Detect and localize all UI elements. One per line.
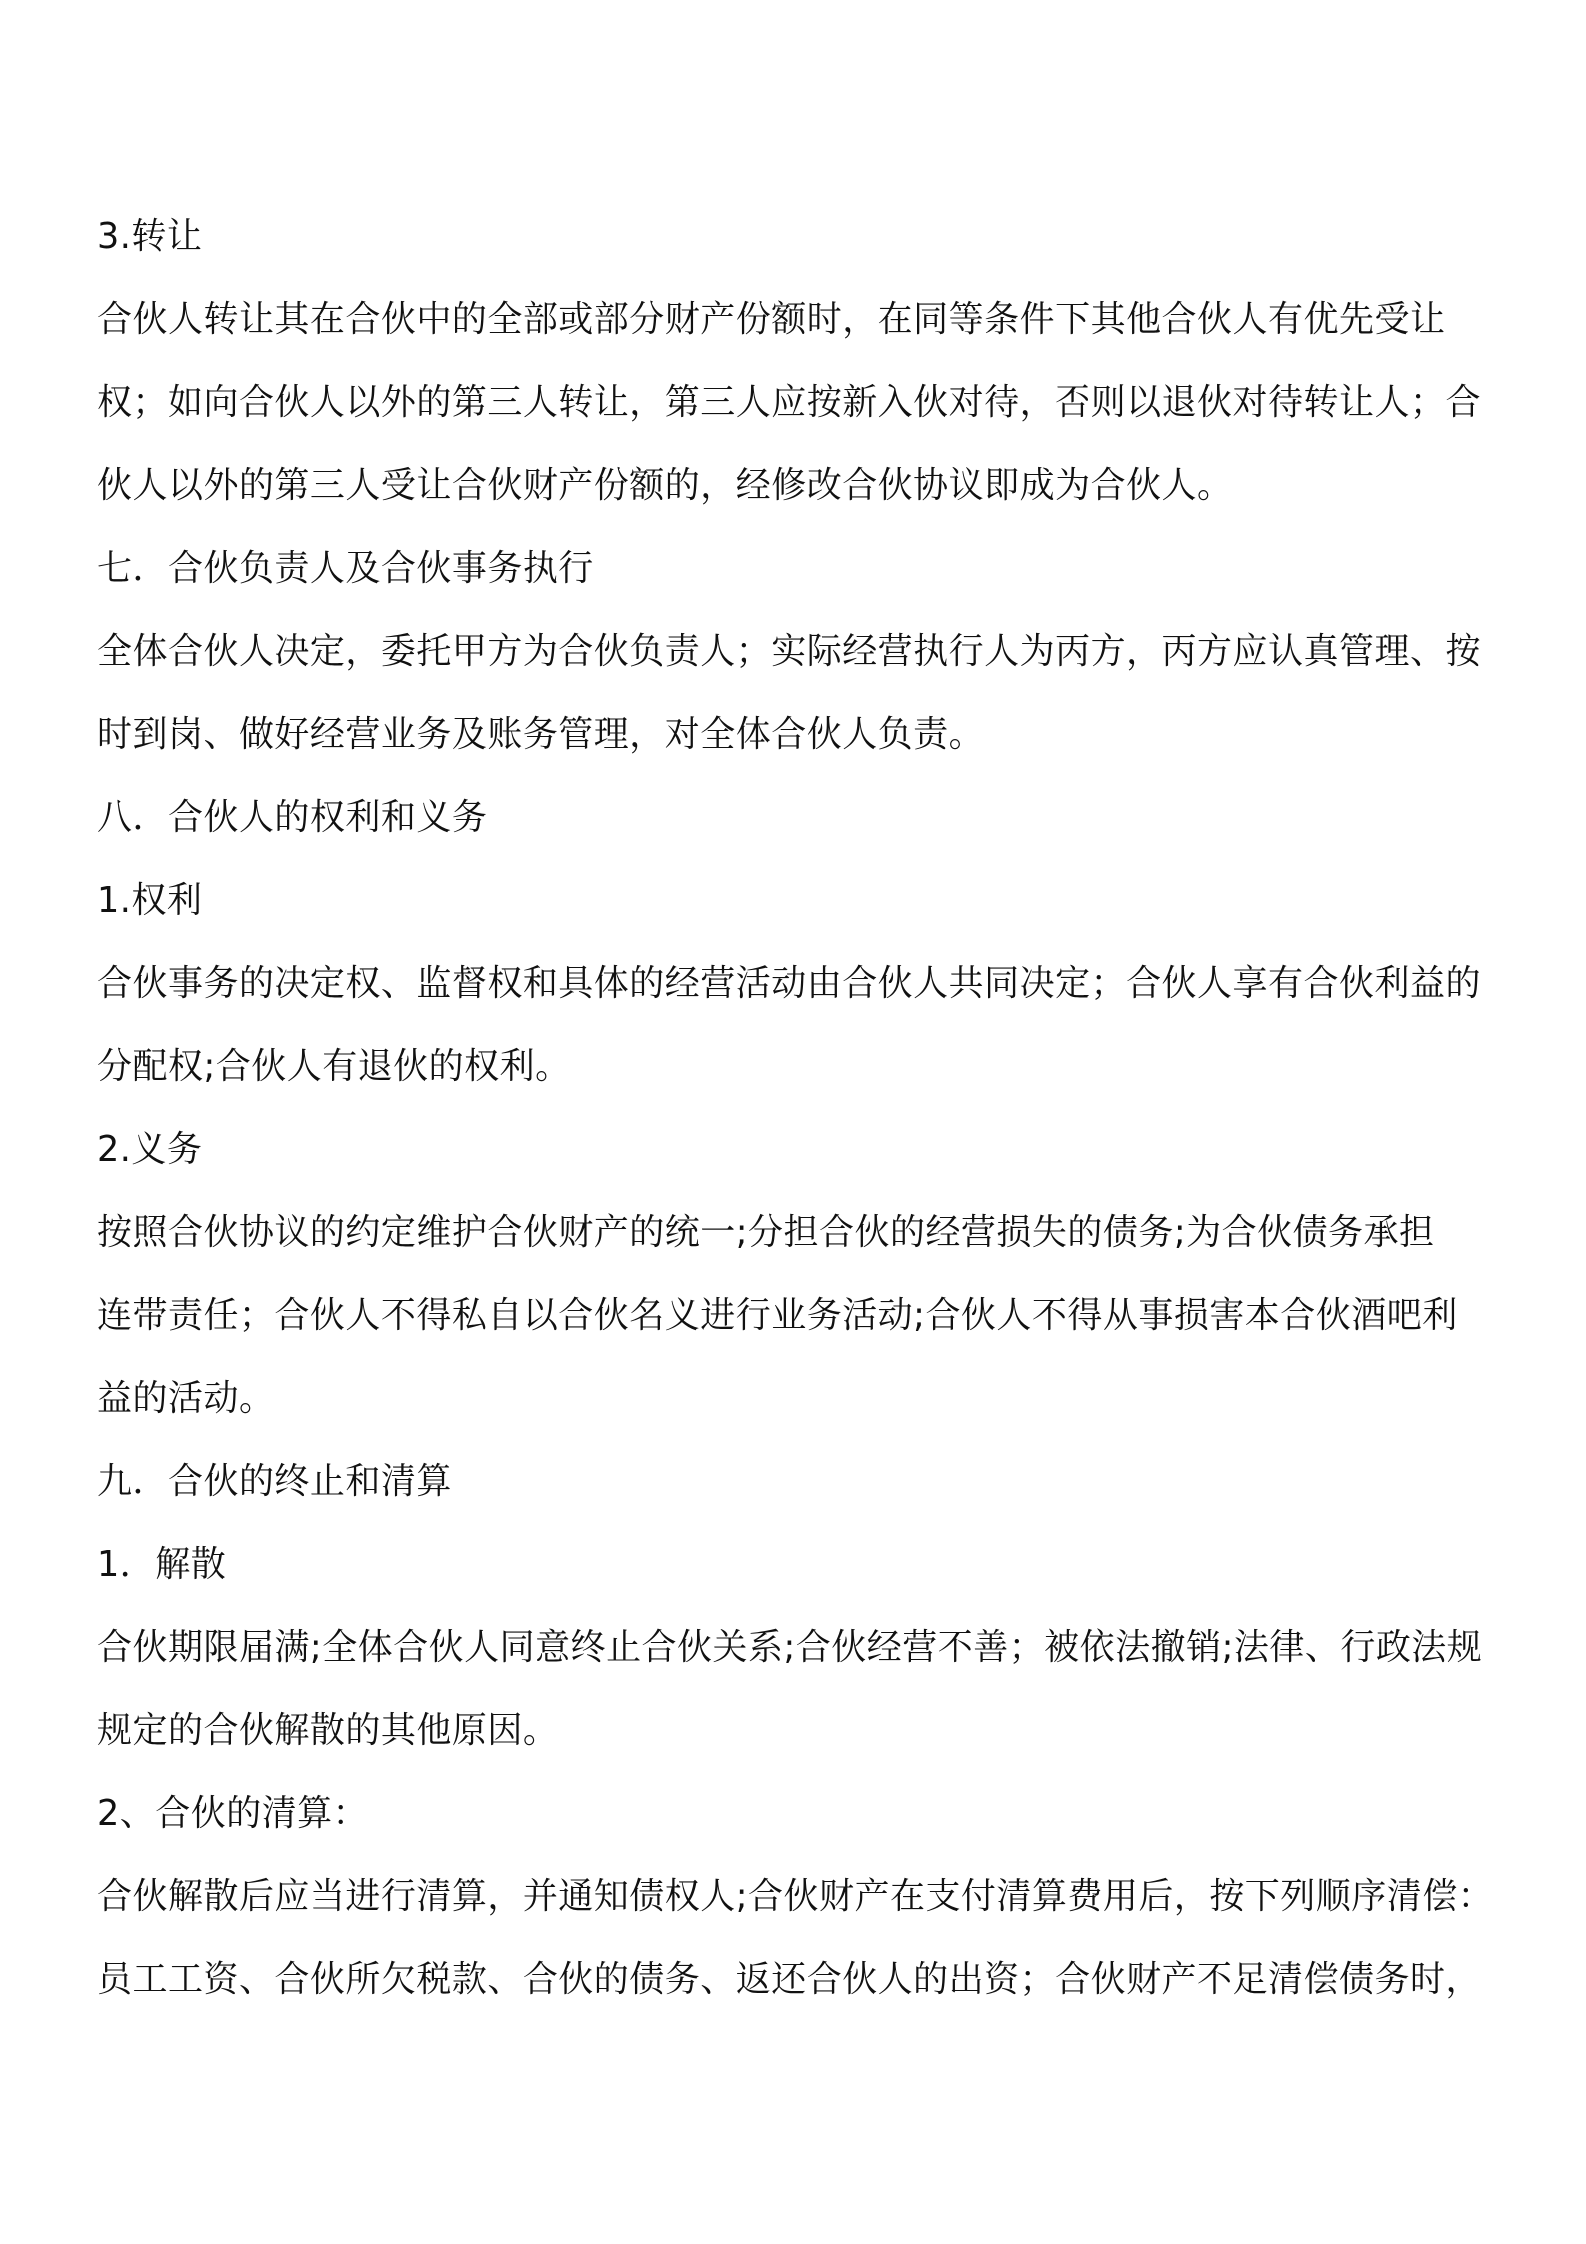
- paragraph-line: 员工工资、合伙所欠税款、合伙的债务、返还合伙人的出资；合伙财产不足清偿债务时，: [97, 1959, 1481, 2000]
- paragraph-line: 合伙解散后应当进行清算，并通知债权人;合伙财产在支付清算费用后，按下列顺序清偿：: [97, 1876, 1494, 1917]
- document-body: [97, 195, 1537, 2021]
- subheading-rights: 1.权利: [97, 880, 203, 921]
- paragraph-line: 合伙事务的决定权、监督权和具体的经营活动由合伙人共同决定；合伙人享有合伙利益的: [97, 963, 1481, 1004]
- subheading-liquidation: 2、合伙的清算：: [97, 1793, 369, 1834]
- subheading-dissolution: 1．解散: [97, 1544, 227, 1585]
- paragraph-line: 按照合伙协议的约定维护合伙财产的统一;分担合伙的经营损失的债务;为合伙债务承担: [97, 1212, 1435, 1253]
- paragraph-line: 规定的合伙解散的其他原因。: [97, 1710, 559, 1751]
- paragraph-line: 伙人以外的第三人受让合伙财产份额的，经修改合伙协议即成为合伙人。: [97, 465, 1233, 506]
- paragraph-line: 全体合伙人决定，委托甲方为合伙负责人；实际经营执行人为丙方，丙方应认真管理、按: [97, 631, 1481, 672]
- subheading-obligations: 2.义务: [97, 1129, 203, 1170]
- paragraph-line: 连带责任；合伙人不得私自以合伙名义进行业务活动;合伙人不得从事损害本合伙酒吧利: [97, 1295, 1458, 1336]
- paragraph-line: 合伙期限届满;全体合伙人同意终止合伙关系;合伙经营不善；被依法撤销;法律、行政法规: [97, 1627, 1483, 1668]
- section-heading-nine: 九．合伙的终止和清算: [97, 1461, 452, 1502]
- paragraph-line: 权；如向合伙人以外的第三人转让，第三人应按新入伙对待，否则以退伙对待转让人；合: [97, 382, 1481, 423]
- section-heading-seven: 七．合伙负责人及合伙事务执行: [97, 548, 594, 589]
- paragraph-line: 时到岗、做好经营业务及账务管理，对全体合伙人负责。: [97, 714, 985, 755]
- section-heading-eight: 八．合伙人的权利和义务: [97, 797, 488, 838]
- paragraph-line: 合伙人转让其在合伙中的全部或部分财产份额时，在同等条件下其他合伙人有优先受让: [97, 299, 1446, 340]
- paragraph-line: 分配权;合伙人有退伙的权利。: [97, 1046, 571, 1087]
- paragraph-line: 益的活动。: [97, 1378, 275, 1419]
- section-heading-transfer: 3.转让: [97, 216, 203, 257]
